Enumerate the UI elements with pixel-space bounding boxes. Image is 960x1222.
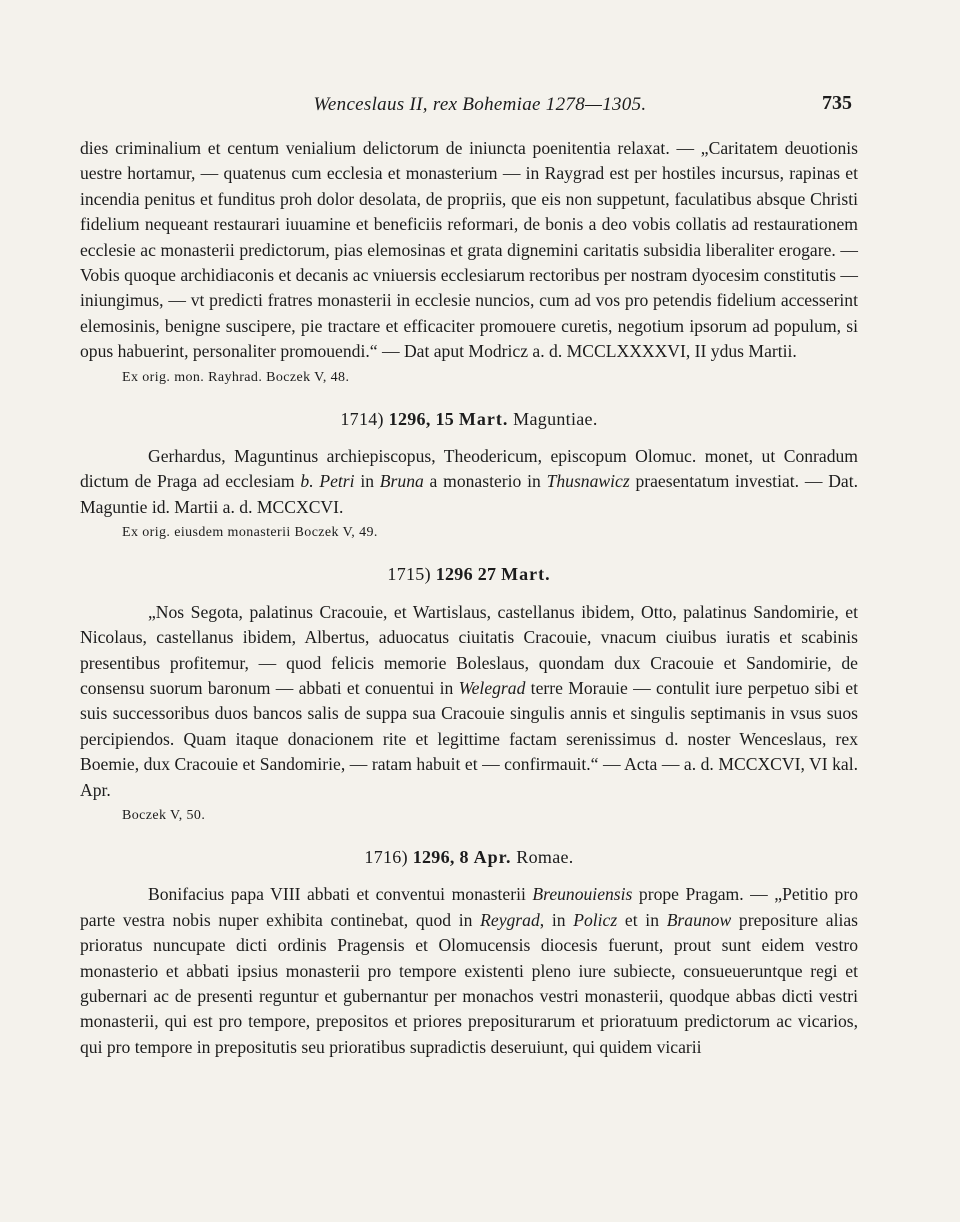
entry-number: 1715) — [387, 564, 431, 585]
text-part: prepositure alias prioratus nuncupate dicti ordinis Pragensis et Olomucensis diocesis fuerunt, prout sunt eidem vestro monasterio et abbati ipsius monasterii pro tempore existenti pleno iure subiecte, consueueruntque regi et gubernari ac de presenti reguntur et gubernantur per monachos vestri monasterii, quodque abbas dicti vestri monasterii, qui est pro tempore, prepositos et priores prepositurarum et prioratuum predictorum ac vicarios, qui pro tempore in prepositutis seu prioratibus supradictis deseruiunt, qui quidem vicarii — [80, 909, 858, 1057]
text-part: terre Morauie — contulit iure perpetuo sibi et suis successoribus duos bancos salis de suppa sua Cracouie singulis annis et singulis septimanis in vsus suos percipiendos. Quam itaque donacionem rite et legittime factam serenissimus d. noster Wenceslaus, rex Boemie, dux Cracouie et Sandomirie, — ratam habuit et — confirmauit.“ — Acta — a. d. MCCXCVI, VI kal. Apr. — [80, 677, 858, 800]
entry-place: Maguntiae. — [513, 408, 598, 429]
entry-text-1715 — [80, 600, 858, 803]
running-title: Wenceslaus II, rex Bohemiae 1278—1305. — [313, 94, 647, 115]
entry-month: Mart. — [501, 564, 551, 585]
entry-text-1716 — [80, 882, 858, 1060]
text-part: Bonifacius papa VIII abbati et conventui monasterii — [148, 884, 533, 905]
italic-place: Thusnawicz — [546, 471, 630, 492]
italic-place: Bruna — [379, 471, 424, 492]
entry-date: 1296 27 — [435, 564, 497, 585]
continued-paragraph: dies criminalium et centum venialium delictorum de iniuncta poenitentia relaxat. — „Caritatem deuotionis uestre hortamur, — quatenus cum ecclesia et monasterium — in Raygrad est per hostiles incursus, rapinas et incendia penitus et funditus proh dolor desolata, de propriis, que eis non suppetunt, faculatibus absque Christi fidelium nequeant restaurari iuuamine et beneficiis reformari, de bonis a deo vobis collatis ad restaurationem ecclesie ac monasterii predictorum, pias elemosinas et grata dignemini caritatis subsidia liberaliter erogare. — Vobis quoque archidiaconis et decanis ac vniuersis ecclesiarum rectoribus per nostram dyocesim constitutis — iniungimus, — vt predicti fratres monasterii in ecclesie nuncios, cum ad vos pro petendis fidelium accesserint elemosinis, benigne suscipere, pie tractare et efficaciter promouere curetis, negotium ipsorum ad populum, si opus habuerint, personaliter promouendi.“ — Dat aput Modricz a. d. MCCLXXXXVI, II ydus Martii. — [80, 138, 858, 362]
source-note: Ex orig. eiusdem monasterii Boczek V, 49. — [122, 525, 378, 541]
entry-month: Apr. — [473, 846, 512, 867]
page-header — [0, 94, 960, 124]
italic-place: Reygrad — [480, 909, 540, 930]
source-note: Boczek V, 50. — [122, 807, 206, 823]
text-part: et in — [617, 909, 667, 930]
text-part: praesentatum investiat. — Dat. Maguntie id. Martii a. d. MCCXCVI. — [80, 471, 859, 517]
text-part: Gerhardus, Maguntinus archiepiscopus, Theodericum, episcopum Olomuc. monet, ut Conradum dictum de Praga ad ecclesiam — [80, 446, 858, 492]
text-part: „Nos Segota, palatinus Cracouie, et Wartislaus, castellanus ibidem, Otto, palatinus Sandomirie, et Nicolaus, castellanus ibidem, Albertus, aduocatus ciuitatis Cracouie, vnacum ciuibus iuratis et scabinis presentibus profitemur, — quod felicis memorie Boleslaus, quondam dux Cracouie et Sandomirie, de consensu suorum baronum — abbati et conuentui in — [80, 601, 858, 698]
entry-date: 1296, 15 — [388, 408, 455, 429]
entry-number: 1716) — [364, 846, 408, 867]
italic-place: Welegrad — [458, 677, 526, 698]
text-part: in — [354, 471, 380, 492]
text-part: , in — [539, 909, 574, 930]
text-part: a monasterio in — [423, 471, 547, 492]
page-body — [80, 136, 858, 1060]
entry-place: Romae. — [516, 846, 574, 867]
source-note: Ex orig. mon. Rayhrad. Boczek V, 48. — [122, 369, 350, 385]
italic-place: Policz — [573, 909, 618, 930]
entry-month: Mart. — [458, 408, 509, 429]
entry-heading-1716 — [80, 845, 858, 870]
italic-name: b. Petri — [300, 471, 355, 492]
entry-date: 1296, 8 — [412, 846, 469, 867]
entry-heading-1714 — [80, 407, 858, 432]
italic-place: Braunow — [666, 909, 732, 930]
text-part: prope Pragam. — „Petitio pro parte vestra nobis nuper exhibita continebat, quod in — [80, 884, 858, 930]
entry-text-1714 — [80, 444, 858, 520]
italic-place: Breunouiensis — [532, 884, 633, 905]
entry-number: 1714) — [340, 408, 384, 429]
page-number: 735 — [822, 92, 852, 114]
entry-heading-1715 — [80, 562, 858, 587]
